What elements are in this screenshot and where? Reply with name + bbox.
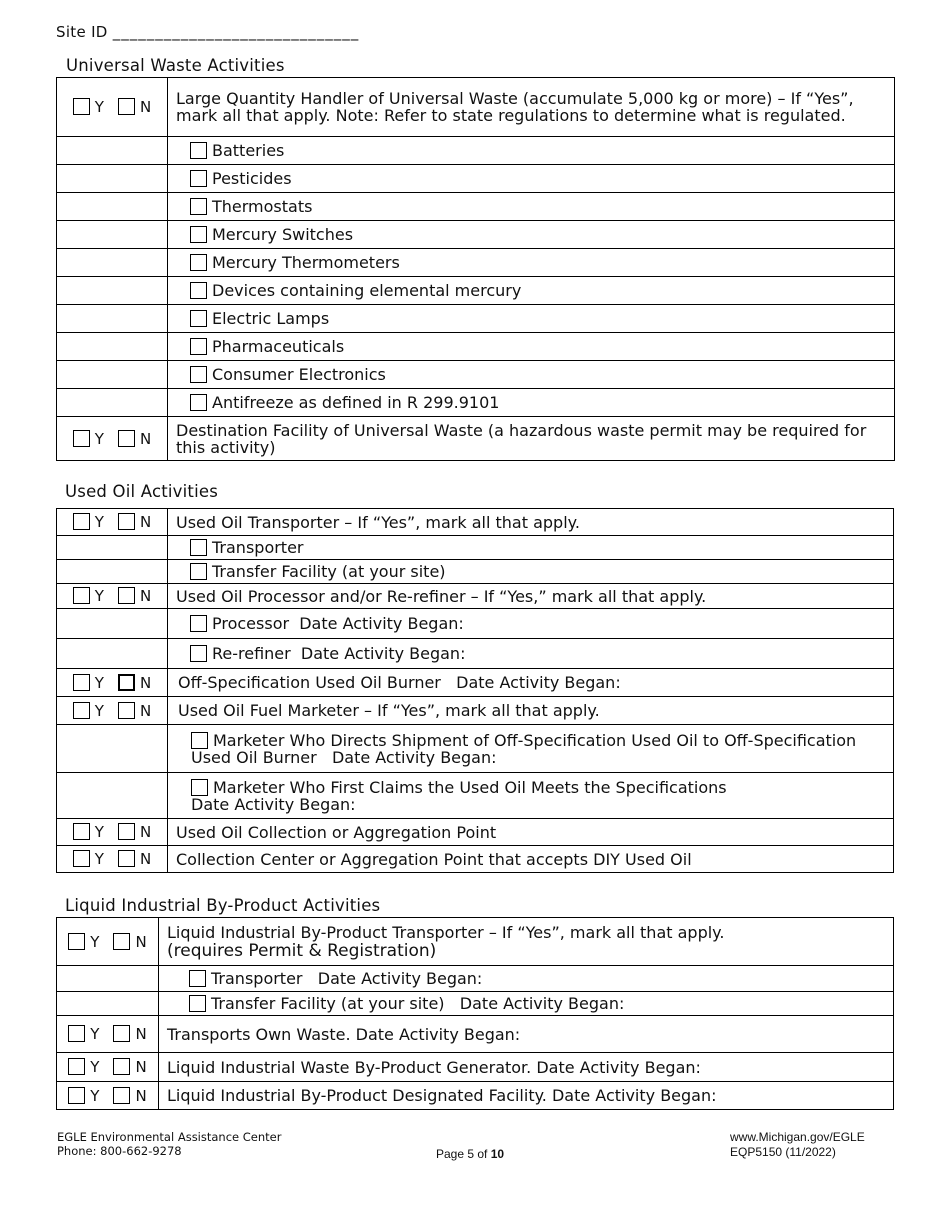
no-label: N	[139, 701, 152, 720]
yes-checkbox[interactable]	[73, 850, 90, 867]
uw-item-label: Pesticides	[212, 169, 292, 188]
transporter-checkbox[interactable]	[190, 539, 207, 556]
antifreeze-checkbox[interactable]	[190, 394, 207, 411]
item-label: Transporter	[212, 538, 304, 557]
marketer-first-claims-checkbox[interactable]	[191, 779, 208, 796]
permit-registration-note: (requires Permit & Registration)	[167, 940, 437, 961]
table-row	[57, 389, 895, 417]
collection-point-text: Used Oil Collection or Aggregation Point	[168, 819, 894, 846]
table-row	[57, 639, 894, 669]
yes-checkbox[interactable]	[73, 702, 90, 719]
yes-label: Y	[94, 513, 104, 531]
no-label: N	[139, 587, 152, 605]
used-oil-title: Used Oil Activities	[65, 482, 219, 501]
liquid-transfer-facility-checkbox[interactable]	[189, 995, 206, 1012]
no-checkbox[interactable]	[118, 587, 135, 604]
liquid-byproduct-table	[56, 917, 894, 1110]
table-row	[57, 918, 894, 966]
mercury-switches-checkbox[interactable]	[190, 226, 207, 243]
page-prefix: Page 5 of	[436, 1147, 491, 1161]
uo-processor-item	[168, 609, 894, 639]
marketer-directs-item	[168, 725, 894, 773]
yn-cell	[57, 669, 168, 697]
footer-url[interactable]: www.Michigan.gov/EGLE	[730, 1130, 865, 1144]
uw-item-pesticides	[168, 165, 895, 193]
no-checkbox[interactable]	[113, 1058, 130, 1075]
yes-label: Y	[94, 850, 104, 868]
transports-own-waste-text: Transports Own Waste. Date Activity Began:	[159, 1016, 894, 1053]
yes-checkbox[interactable]	[68, 1058, 85, 1075]
yn-cell	[57, 846, 168, 873]
uo-transfer-facility-item	[168, 560, 894, 584]
site-id-line[interactable]: _____________________________	[112, 23, 360, 41]
yn-cell	[57, 1016, 159, 1053]
table-row	[57, 417, 895, 461]
uw-item-antifreeze	[168, 389, 895, 417]
page-total: 10	[490, 1147, 505, 1161]
no-checkbox[interactable]	[118, 98, 135, 115]
item-label: Transfer Facility (at your site) Date Activity Began:	[211, 994, 625, 1013]
yes-checkbox[interactable]	[68, 1025, 85, 1042]
designated-facility-text: Liquid Industrial By-Product Designated Facility. Date Activity Began:	[159, 1082, 894, 1110]
uw-item-thermostats	[168, 193, 895, 221]
liquid-transporter-item	[159, 966, 894, 992]
yes-label: Y	[90, 932, 100, 951]
yes-label: Y	[94, 673, 104, 692]
table-row	[57, 137, 895, 165]
table-row	[57, 669, 894, 697]
table-row	[57, 361, 895, 389]
table-row	[57, 333, 895, 361]
table-row	[57, 846, 894, 873]
table-row	[57, 193, 895, 221]
yn-cell	[57, 509, 168, 536]
table-row	[57, 249, 895, 277]
yes-checkbox[interactable]	[68, 1087, 85, 1104]
uw-item-label: Antifreeze as defined in R 299.9101	[212, 393, 500, 412]
no-checkbox[interactable]	[118, 430, 135, 447]
uw-item-label: Batteries	[212, 141, 285, 160]
yn-cell	[57, 1082, 159, 1110]
yn-cell	[57, 584, 168, 609]
yes-checkbox[interactable]	[68, 933, 85, 950]
used-oil-processor-text: Used Oil Processor and/or Re-refiner – If “Yes,” mark all that apply.	[168, 584, 894, 609]
uw-item-label: Mercury Switches	[212, 225, 354, 244]
table-row	[57, 725, 894, 773]
table-row	[57, 78, 895, 137]
uw-item-mercury-thermometers	[168, 249, 895, 277]
processor-checkbox[interactable]	[190, 615, 207, 632]
table-row	[57, 966, 894, 992]
batteries-checkbox[interactable]	[190, 142, 207, 159]
item-label: Transporter Date Activity Began:	[211, 969, 483, 988]
uw-item-batteries	[168, 137, 895, 165]
table-row	[57, 1053, 894, 1082]
table-row	[57, 536, 894, 560]
item-label: Transfer Facility (at your site)	[212, 562, 446, 581]
thermostats-checkbox[interactable]	[190, 198, 207, 215]
uw-item-label: Pharmaceuticals	[212, 337, 345, 356]
uw-item-label: Thermostats	[212, 197, 313, 216]
uw-item-devices-mercury	[168, 277, 895, 305]
pharmaceuticals-checkbox[interactable]	[190, 338, 207, 355]
yn-cell	[57, 918, 159, 966]
yes-checkbox[interactable]	[73, 823, 90, 840]
uw-item-label: Consumer Electronics	[212, 365, 386, 384]
liquid-transporter-checkbox[interactable]	[189, 970, 206, 987]
destination-facility-text: Destination Facility of Universal Waste (a hazardous waste permit may be required for this activity)	[168, 417, 895, 461]
uo-rerefiner-item	[168, 639, 894, 669]
uw-item-label: Electric Lamps	[212, 309, 330, 328]
yes-label: Y	[94, 823, 104, 841]
item-label: Processor Date Activity Began:	[212, 614, 464, 633]
marketer-directs-checkbox[interactable]	[191, 732, 208, 749]
yn-cell	[57, 819, 168, 846]
no-checkbox[interactable]	[118, 674, 135, 691]
footer-org: EGLE Environmental Assistance Center	[57, 1130, 282, 1144]
yes-label: Y	[90, 1058, 100, 1076]
table-row	[57, 609, 894, 639]
liquid-transfer-facility-item	[159, 992, 894, 1016]
footer-form-number: EQP5150 (11/2022)	[730, 1145, 836, 1159]
generator-text: Liquid Industrial Waste By-Product Generator. Date Activity Began:	[159, 1053, 894, 1082]
no-checkbox[interactable]	[113, 1025, 130, 1042]
no-checkbox[interactable]	[113, 1087, 130, 1104]
yn-cell	[57, 1053, 159, 1082]
site-id-field[interactable]	[56, 23, 359, 41]
table-row	[57, 560, 894, 584]
item-label: Re-refiner Date Activity Began:	[212, 644, 466, 663]
no-label: N	[139, 850, 152, 868]
yn-cell	[57, 697, 168, 725]
yn-cell	[57, 417, 168, 461]
yes-label: Y	[90, 1086, 100, 1105]
yn-cell	[57, 78, 168, 137]
uw-item-mercury-switches	[168, 221, 895, 249]
liquid-byproduct-title: Liquid Industrial By-Product Activities	[65, 896, 381, 915]
universal-waste-title: Universal Waste Activities	[66, 56, 285, 75]
table-row	[57, 773, 894, 819]
uw-item-label: Devices containing elemental mercury	[212, 281, 522, 300]
footer-left	[57, 1130, 281, 1158]
liquid-transporter-text: Liquid Industrial By-Product Transporter – If “Yes”, mark all that apply.	[167, 922, 725, 942]
yes-checkbox[interactable]	[73, 674, 90, 691]
table-row	[57, 305, 895, 333]
yes-label: Y	[94, 701, 104, 720]
uw-item-consumer-electronics	[168, 361, 895, 389]
large-quantity-handler-text: Large Quantity Handler of Universal Waste (accumulate 5,000 kg or more) – If “Yes”, mark all that apply. Note: Refer to state regulations to determine what is regulated.	[168, 78, 895, 137]
marketer-first-claims-item	[168, 773, 894, 819]
no-label: N	[139, 823, 152, 841]
off-spec-burner-text: Off-Specification Used Oil Burner Date Activity Began:	[168, 669, 894, 697]
pesticides-checkbox[interactable]	[190, 170, 207, 187]
devices-mercury-checkbox[interactable]	[190, 282, 207, 299]
used-oil-table	[56, 508, 894, 873]
site-id-label: Site ID	[56, 23, 108, 41]
table-row	[57, 992, 894, 1016]
universal-waste-table	[56, 77, 895, 461]
uo-transporter-item	[168, 536, 894, 560]
transfer-facility-checkbox[interactable]	[190, 563, 207, 580]
item-label: Marketer Who Directs Shipment of Off-Specification Used Oil to Off-Specification Used Oil Burner Date Activity Began:	[191, 730, 862, 767]
yes-checkbox[interactable]	[73, 513, 90, 530]
yes-checkbox[interactable]	[73, 98, 90, 115]
consumer-electronics-checkbox[interactable]	[190, 366, 207, 383]
item-label: Marketer Who First Claims the Used Oil Meets the Specifications Date Activity Began:	[191, 777, 727, 814]
uw-item-electric-lamps	[168, 305, 895, 333]
table-row	[57, 697, 894, 725]
electric-lamps-checkbox[interactable]	[190, 310, 207, 327]
no-checkbox[interactable]	[118, 823, 135, 840]
footer-phone: Phone: 800-662-9278	[57, 1144, 182, 1158]
no-label: N	[139, 673, 152, 692]
yes-checkbox[interactable]	[73, 587, 90, 604]
table-row	[57, 509, 894, 536]
no-checkbox[interactable]	[118, 513, 135, 530]
no-label: N	[135, 1058, 147, 1076]
yes-label: Y	[94, 429, 104, 448]
rerefiner-checkbox[interactable]	[190, 645, 207, 662]
no-label: N	[135, 932, 147, 951]
no-label: N	[139, 98, 152, 116]
mercury-thermometers-checkbox[interactable]	[190, 254, 207, 271]
table-row	[57, 584, 894, 609]
table-row	[57, 221, 895, 249]
page-number	[436, 1147, 504, 1161]
yes-checkbox[interactable]	[73, 430, 90, 447]
no-label: N	[139, 513, 152, 531]
table-row	[57, 165, 895, 193]
yes-label: Y	[94, 587, 104, 605]
table-row	[57, 1082, 894, 1110]
diy-collection-text: Collection Center or Aggregation Point that accepts DIY Used Oil	[168, 846, 894, 873]
yes-label: Y	[90, 1025, 100, 1043]
yes-label: Y	[94, 98, 104, 116]
uw-item-label: Mercury Thermometers	[212, 253, 400, 272]
table-row	[57, 1016, 894, 1053]
uw-item-pharmaceuticals	[168, 333, 895, 361]
used-oil-transporter-text: Used Oil Transporter – If “Yes”, mark all that apply.	[168, 509, 894, 536]
no-checkbox[interactable]	[118, 850, 135, 867]
liquid-transporter-cell	[159, 918, 894, 966]
footer-right	[730, 1130, 865, 1160]
no-label: N	[135, 1086, 147, 1105]
no-checkbox[interactable]	[118, 702, 135, 719]
table-row	[57, 819, 894, 846]
no-checkbox[interactable]	[113, 933, 130, 950]
fuel-marketer-text: Used Oil Fuel Marketer – If “Yes”, mark all that apply.	[168, 697, 894, 725]
no-label: N	[135, 1025, 147, 1043]
no-label: N	[139, 429, 152, 448]
table-row	[57, 277, 895, 305]
